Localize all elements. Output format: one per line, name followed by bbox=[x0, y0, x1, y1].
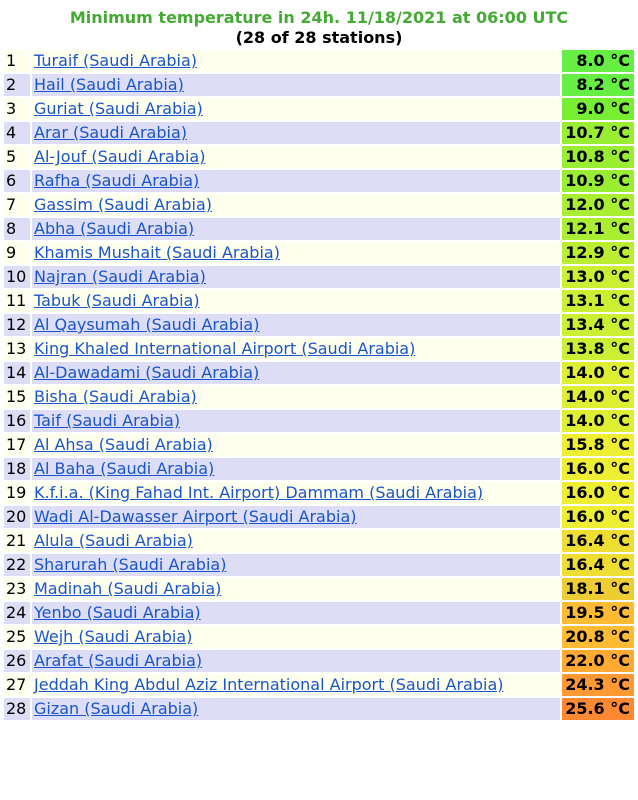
station-cell bbox=[32, 554, 560, 576]
table-row bbox=[4, 218, 634, 240]
table-row bbox=[4, 458, 634, 480]
temperature-table-body bbox=[4, 50, 634, 720]
station-link[interactable]: Madinah (Saudi Arabia) bbox=[34, 579, 222, 598]
rank-cell: 3 bbox=[4, 98, 30, 120]
station-cell bbox=[32, 314, 560, 336]
station-cell bbox=[32, 146, 560, 168]
station-cell bbox=[32, 218, 560, 240]
station-link[interactable]: Bisha (Saudi Arabia) bbox=[34, 387, 197, 406]
station-link[interactable]: Guriat (Saudi Arabia) bbox=[34, 99, 203, 118]
station-link[interactable]: Abha (Saudi Arabia) bbox=[34, 219, 195, 238]
table-row bbox=[4, 74, 634, 96]
table-row bbox=[4, 386, 634, 408]
station-cell bbox=[32, 74, 560, 96]
rank-cell: 19 bbox=[4, 482, 30, 504]
station-cell bbox=[32, 650, 560, 672]
station-cell bbox=[32, 458, 560, 480]
table-row bbox=[4, 650, 634, 672]
table-row bbox=[4, 698, 634, 720]
station-cell bbox=[32, 242, 560, 264]
temperature-value: 13.0 °C bbox=[562, 266, 634, 288]
table-row bbox=[4, 554, 634, 576]
rank-cell: 1 bbox=[4, 50, 30, 72]
rank-cell: 20 bbox=[4, 506, 30, 528]
station-link[interactable]: Turaif (Saudi Arabia) bbox=[34, 51, 198, 70]
station-link[interactable]: Sharurah (Saudi Arabia) bbox=[34, 555, 227, 574]
table-row bbox=[4, 314, 634, 336]
table-row bbox=[4, 362, 634, 384]
temperature-value: 25.6 °C bbox=[562, 698, 634, 720]
rank-cell: 26 bbox=[4, 650, 30, 672]
temperature-value: 20.8 °C bbox=[562, 626, 634, 648]
rank-cell: 11 bbox=[4, 290, 30, 312]
rank-cell: 8 bbox=[4, 218, 30, 240]
station-cell bbox=[32, 434, 560, 456]
table-row bbox=[4, 50, 634, 72]
table-row bbox=[4, 266, 634, 288]
temperature-value: 18.1 °C bbox=[562, 578, 634, 600]
station-cell bbox=[32, 578, 560, 600]
station-cell bbox=[32, 386, 560, 408]
station-link[interactable]: Wejh (Saudi Arabia) bbox=[34, 627, 193, 646]
temperature-value: 22.0 °C bbox=[562, 650, 634, 672]
temperature-value: 16.0 °C bbox=[562, 482, 634, 504]
station-link[interactable]: K.f.i.a. (King Fahad Int. Airport) Dammam (Saudi Arabia) bbox=[34, 483, 484, 502]
table-row bbox=[4, 578, 634, 600]
station-link[interactable]: Jeddah King Abdul Aziz International Airport (Saudi Arabia) bbox=[34, 675, 504, 694]
station-link[interactable]: Khamis Mushait (Saudi Arabia) bbox=[34, 243, 280, 262]
station-count: (28 of 28 stations) bbox=[235, 28, 403, 47]
rank-cell: 5 bbox=[4, 146, 30, 168]
temperature-value: 24.3 °C bbox=[562, 674, 634, 696]
table-row bbox=[4, 122, 634, 144]
table-row bbox=[4, 506, 634, 528]
temperature-value: 13.4 °C bbox=[562, 314, 634, 336]
table-row bbox=[4, 290, 634, 312]
rank-cell: 6 bbox=[4, 170, 30, 192]
temperature-value: 12.1 °C bbox=[562, 218, 634, 240]
rank-cell: 10 bbox=[4, 266, 30, 288]
station-link[interactable]: Al Qaysumah (Saudi Arabia) bbox=[34, 315, 260, 334]
table-row bbox=[4, 146, 634, 168]
temperature-value: 12.9 °C bbox=[562, 242, 634, 264]
station-link[interactable]: Al-Jouf (Saudi Arabia) bbox=[34, 147, 206, 166]
temperature-value: 13.1 °C bbox=[562, 290, 634, 312]
station-link[interactable]: Tabuk (Saudi Arabia) bbox=[34, 291, 200, 310]
rank-cell: 9 bbox=[4, 242, 30, 264]
table-row bbox=[4, 194, 634, 216]
rank-cell: 27 bbox=[4, 674, 30, 696]
station-link[interactable]: Al Ahsa (Saudi Arabia) bbox=[34, 435, 213, 454]
station-link[interactable]: Taif (Saudi Arabia) bbox=[34, 411, 181, 430]
station-cell bbox=[32, 506, 560, 528]
temperature-value: 15.8 °C bbox=[562, 434, 634, 456]
temperature-value: 14.0 °C bbox=[562, 362, 634, 384]
table-row bbox=[4, 242, 634, 264]
station-link[interactable]: Najran (Saudi Arabia) bbox=[34, 267, 206, 286]
temperature-value: 13.8 °C bbox=[562, 338, 634, 360]
rank-cell: 16 bbox=[4, 410, 30, 432]
temperature-value: 14.0 °C bbox=[562, 386, 634, 408]
station-cell bbox=[32, 410, 560, 432]
station-cell bbox=[32, 626, 560, 648]
table-row bbox=[4, 674, 634, 696]
table-row bbox=[4, 626, 634, 648]
rank-cell: 4 bbox=[4, 122, 30, 144]
page-header bbox=[0, 0, 638, 48]
station-link[interactable]: Arafat (Saudi Arabia) bbox=[34, 651, 203, 670]
rank-cell: 17 bbox=[4, 434, 30, 456]
rank-cell: 23 bbox=[4, 578, 30, 600]
temperature-value: 10.8 °C bbox=[562, 146, 634, 168]
station-cell bbox=[32, 530, 560, 552]
temperature-value: 16.4 °C bbox=[562, 530, 634, 552]
station-cell bbox=[32, 194, 560, 216]
rank-cell: 22 bbox=[4, 554, 30, 576]
rank-cell: 15 bbox=[4, 386, 30, 408]
temperature-value: 16.0 °C bbox=[562, 458, 634, 480]
temperature-value: 8.2 °C bbox=[562, 74, 634, 96]
station-link[interactable]: Arar (Saudi Arabia) bbox=[34, 123, 187, 142]
rank-cell: 2 bbox=[4, 74, 30, 96]
table-row bbox=[4, 530, 634, 552]
temperature-value: 10.9 °C bbox=[562, 170, 634, 192]
rank-cell: 12 bbox=[4, 314, 30, 336]
temperature-value: 10.7 °C bbox=[562, 122, 634, 144]
station-link[interactable]: Gassim (Saudi Arabia) bbox=[34, 195, 212, 214]
station-cell bbox=[32, 50, 560, 72]
station-cell bbox=[32, 98, 560, 120]
temperature-value: 14.0 °C bbox=[562, 410, 634, 432]
station-link[interactable]: Hail (Saudi Arabia) bbox=[34, 75, 184, 94]
station-link[interactable]: Al Baha (Saudi Arabia) bbox=[34, 459, 215, 478]
station-link[interactable]: Wadi Al-Dawasser Airport (Saudi Arabia) bbox=[34, 507, 357, 526]
station-link[interactable]: Alula (Saudi Arabia) bbox=[34, 531, 193, 550]
table-row bbox=[4, 482, 634, 504]
rank-cell: 14 bbox=[4, 362, 30, 384]
rank-cell: 21 bbox=[4, 530, 30, 552]
temperature-table bbox=[2, 48, 636, 722]
station-cell bbox=[32, 362, 560, 384]
temperature-value: 16.0 °C bbox=[562, 506, 634, 528]
station-cell bbox=[32, 266, 560, 288]
rank-cell: 7 bbox=[4, 194, 30, 216]
temperature-value: 8.0 °C bbox=[562, 50, 634, 72]
rank-cell: 25 bbox=[4, 626, 30, 648]
station-cell bbox=[32, 602, 560, 624]
station-cell bbox=[32, 290, 560, 312]
station-link[interactable]: Rafha (Saudi Arabia) bbox=[34, 171, 200, 190]
table-row bbox=[4, 434, 634, 456]
table-row bbox=[4, 410, 634, 432]
table-row bbox=[4, 170, 634, 192]
temperature-value: 16.4 °C bbox=[562, 554, 634, 576]
station-link[interactable]: King Khaled International Airport (Saudi Arabia) bbox=[34, 339, 416, 358]
table-row bbox=[4, 98, 634, 120]
rank-cell: 28 bbox=[4, 698, 30, 720]
rank-cell: 13 bbox=[4, 338, 30, 360]
table-row bbox=[4, 602, 634, 624]
temperature-value: 19.5 °C bbox=[562, 602, 634, 624]
station-link[interactable]: Yenbo (Saudi Arabia) bbox=[34, 603, 201, 622]
station-cell bbox=[32, 674, 560, 696]
station-cell bbox=[32, 170, 560, 192]
rank-cell: 24 bbox=[4, 602, 30, 624]
table-row bbox=[4, 338, 634, 360]
station-link[interactable]: Al-Dawadami (Saudi Arabia) bbox=[34, 363, 260, 382]
station-link[interactable]: Gizan (Saudi Arabia) bbox=[34, 699, 199, 718]
station-cell bbox=[32, 338, 560, 360]
station-cell bbox=[32, 122, 560, 144]
station-cell bbox=[32, 482, 560, 504]
station-cell bbox=[32, 698, 560, 720]
page-title: Minimum temperature in 24h. 11/18/2021 at 06:00 UTC bbox=[69, 8, 569, 27]
temperature-value: 12.0 °C bbox=[562, 194, 634, 216]
rank-cell: 18 bbox=[4, 458, 30, 480]
temperature-value: 9.0 °C bbox=[562, 98, 634, 120]
